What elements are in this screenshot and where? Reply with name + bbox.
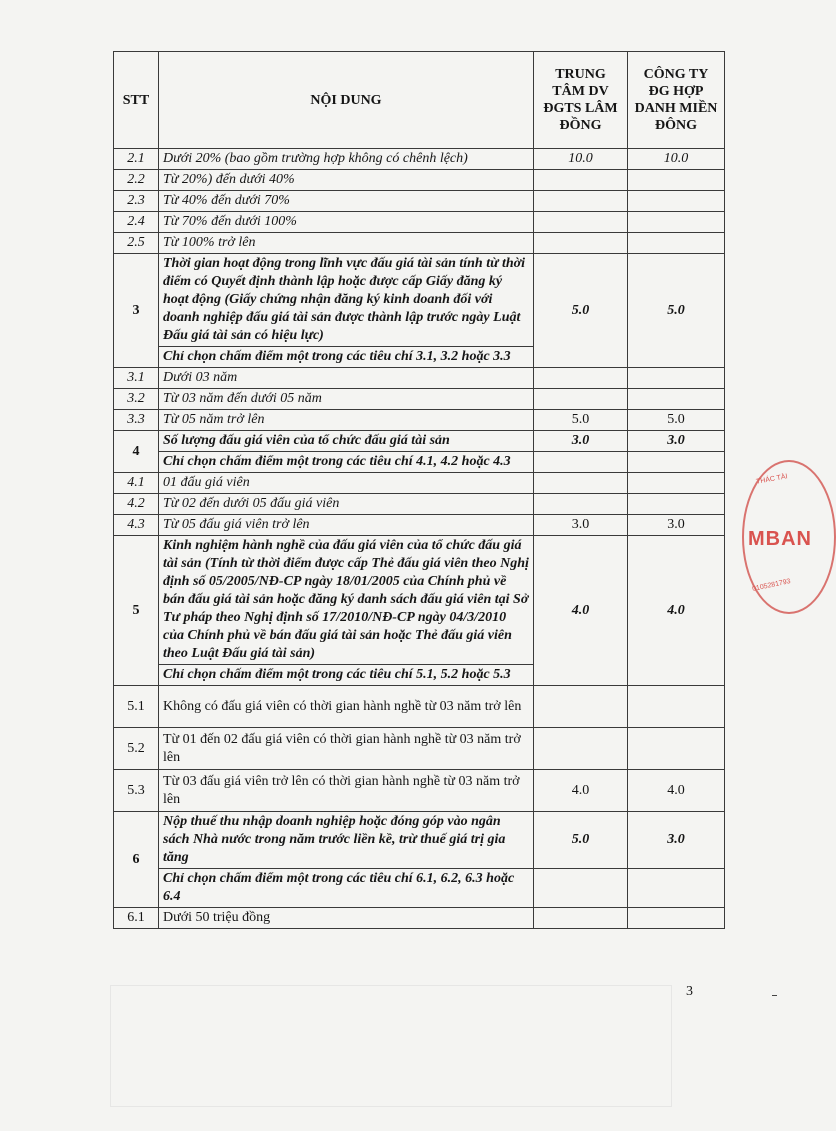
row-value-col2 (628, 389, 725, 410)
row-note: Chỉ chọn chấm điểm một trong các tiêu chí 3.1, 3.2 hoặc 3.3 (159, 347, 534, 368)
row-value-col1: 5.0 (534, 410, 628, 431)
table-row (114, 473, 725, 494)
table-row (114, 515, 725, 536)
row-stt: 5.3 (114, 770, 159, 812)
row-value-col2: 4.0 (628, 536, 725, 686)
row-value-col1: 3.0 (534, 515, 628, 536)
margin-mark (772, 995, 777, 996)
table-header-row (114, 52, 725, 149)
row-value-col2 (628, 212, 725, 233)
row-value-col1: 5.0 (534, 812, 628, 869)
row-content: Từ 03 đấu giá viên trở lên có thời gian hành nghề từ 03 năm trở lên (159, 770, 534, 812)
row-stt: 6 (114, 812, 159, 908)
table-row (114, 389, 725, 410)
row-stt: 2.5 (114, 233, 159, 254)
bleed-through-table (110, 985, 672, 1107)
row-stt: 5.1 (114, 686, 159, 728)
header-col2: CÔNG TY ĐG HỢP DANH MIỀN ĐÔNG (628, 52, 725, 149)
row-content: 01 đấu giá viên (159, 473, 534, 494)
table-row (114, 908, 725, 929)
row-stt: 5.2 (114, 728, 159, 770)
stamp-top-text: THÁC TÀI (755, 473, 789, 486)
row-stt: 6.1 (114, 908, 159, 929)
company-stamp (742, 460, 836, 614)
row-value-col1: 4.0 (534, 536, 628, 686)
row-value-col1: 3.0 (534, 431, 628, 452)
table-row (114, 431, 725, 452)
table-row (114, 869, 725, 908)
row-value-col2 (628, 452, 725, 473)
row-content: Từ 100% trở lên (159, 233, 534, 254)
scoring-table (113, 51, 725, 929)
row-stt: 2.1 (114, 149, 159, 170)
table-row (114, 191, 725, 212)
table-row (114, 212, 725, 233)
table-row (114, 410, 725, 431)
page-number: 3 (686, 984, 693, 999)
row-value-col1 (534, 170, 628, 191)
row-value-col2 (628, 686, 725, 728)
row-content: Từ 01 đến 02 đấu giá viên có thời gian hành nghề từ 03 năm trở lên (159, 728, 534, 770)
row-value-col2 (628, 368, 725, 389)
row-note: Chỉ chọn chấm điểm một trong các tiêu chí 4.1, 4.2 hoặc 4.3 (159, 452, 534, 473)
header-noi-dung: NỘI DUNG (159, 52, 534, 149)
table-row (114, 770, 725, 812)
table-row (114, 728, 725, 770)
row-value-col2: 4.0 (628, 770, 725, 812)
row-value-col2: 10.0 (628, 149, 725, 170)
row-value-col2: 5.0 (628, 410, 725, 431)
row-stt: 5 (114, 536, 159, 686)
row-value-col1 (534, 452, 628, 473)
row-value-col2: 3.0 (628, 812, 725, 869)
row-value-col1 (534, 686, 628, 728)
row-value-col2 (628, 233, 725, 254)
row-note: Chỉ chọn chấm điểm một trong các tiêu chí 6.1, 6.2, 6.3 hoặc 6.4 (159, 869, 534, 908)
row-content: Từ 70% đến dưới 100% (159, 212, 534, 233)
table-row (114, 494, 725, 515)
table-row (114, 812, 725, 869)
row-content: Không có đấu giá viên có thời gian hành nghề từ 03 năm trở lên (159, 686, 534, 728)
table-row (114, 254, 725, 347)
row-value-col1 (534, 869, 628, 908)
row-stt: 4 (114, 431, 159, 473)
row-value-col1 (534, 494, 628, 515)
row-value-col1 (534, 728, 628, 770)
row-value-col2 (628, 191, 725, 212)
header-stt: STT (114, 52, 159, 149)
row-value-col1 (534, 212, 628, 233)
row-content: Dưới 50 triệu đồng (159, 908, 534, 929)
row-value-col1 (534, 368, 628, 389)
row-value-col2: 5.0 (628, 254, 725, 368)
table-row (114, 452, 725, 473)
row-value-col2 (628, 728, 725, 770)
row-stt: 3.2 (114, 389, 159, 410)
row-content: Thời gian hoạt động trong lĩnh vực đấu giá tài sản tính từ thời điểm có Quyết định thành lập hoặc được cấp Giấy đăng ký hoạt động (Giấy chứng nhận đăng ký kinh doanh đối với doanh nghiệp đấu giá tài sản được thành lập trước ngày Luật Đấu giá tài sản có hiệu lực) (159, 254, 534, 347)
row-content: Kinh nghiệm hành nghề của đấu giá viên của tổ chức đấu giá tài sản (Tính từ thời điểm được cấp Thẻ đấu giá viên theo Nghị định số 05/2005/NĐ-CP ngày 18/01/2005 của Chính phủ về bán đấu giá tài sản hoặc đăng ký danh sách đấu giá viên tại Sở Tư pháp theo Nghị định số 17/2010/NĐ-CP ngày 04/3/2010 của Chính phủ về bán đấu giá tài sản hoặc Thẻ đấu giá viên theo Luật Đấu giá tài sản) (159, 536, 534, 665)
stamp-middle-text: MBAN (748, 528, 812, 550)
table-row (114, 170, 725, 191)
row-content: Từ 05 đấu giá viên trở lên (159, 515, 534, 536)
table-row (114, 368, 725, 389)
row-stt: 3 (114, 254, 159, 368)
row-value-col1: 10.0 (534, 149, 628, 170)
row-stt: 4.1 (114, 473, 159, 494)
row-content: Từ 02 đến dưới 05 đấu giá viên (159, 494, 534, 515)
header-col1: TRUNG TÂM DV ĐGTS LÂM ĐỒNG (534, 52, 628, 149)
row-stt: 4.2 (114, 494, 159, 515)
row-value-col1 (534, 908, 628, 929)
stamp-bottom-text: 0105281793 (751, 578, 792, 593)
row-value-col1 (534, 233, 628, 254)
row-value-col1 (534, 473, 628, 494)
row-value-col2 (628, 494, 725, 515)
row-value-col2: 3.0 (628, 515, 725, 536)
row-note: Chỉ chọn chấm điểm một trong các tiêu chí 5.1, 5.2 hoặc 5.3 (159, 665, 534, 686)
row-value-col1: 4.0 (534, 770, 628, 812)
row-value-col2 (628, 473, 725, 494)
row-stt: 2.3 (114, 191, 159, 212)
row-stt: 4.3 (114, 515, 159, 536)
row-stt: 2.2 (114, 170, 159, 191)
row-value-col1: 5.0 (534, 254, 628, 368)
table-row (114, 536, 725, 665)
row-content: Dưới 20% (bao gồm trường hợp không có chênh lệch) (159, 149, 534, 170)
row-stt: 3.3 (114, 410, 159, 431)
row-stt: 2.4 (114, 212, 159, 233)
table-row (114, 233, 725, 254)
row-content: Từ 05 năm trở lên (159, 410, 534, 431)
row-content: Dưới 03 năm (159, 368, 534, 389)
row-value-col2 (628, 908, 725, 929)
row-stt: 3.1 (114, 368, 159, 389)
row-value-col2: 3.0 (628, 431, 725, 452)
row-value-col1 (534, 389, 628, 410)
row-value-col2 (628, 869, 725, 908)
row-value-col1 (534, 191, 628, 212)
table-row (114, 149, 725, 170)
row-content: Từ 20%) đến dưới 40% (159, 170, 534, 191)
row-content: Số lượng đấu giá viên của tổ chức đấu giá tài sản (159, 431, 534, 452)
table-row (114, 686, 725, 728)
row-content: Nộp thuế thu nhập doanh nghiệp hoặc đóng góp vào ngân sách Nhà nước trong năm trước liền kề, trừ thuế giá trị gia tăng (159, 812, 534, 869)
row-content: Từ 03 năm đến dưới 05 năm (159, 389, 534, 410)
row-content: Từ 40% đến dưới 70% (159, 191, 534, 212)
row-value-col2 (628, 170, 725, 191)
